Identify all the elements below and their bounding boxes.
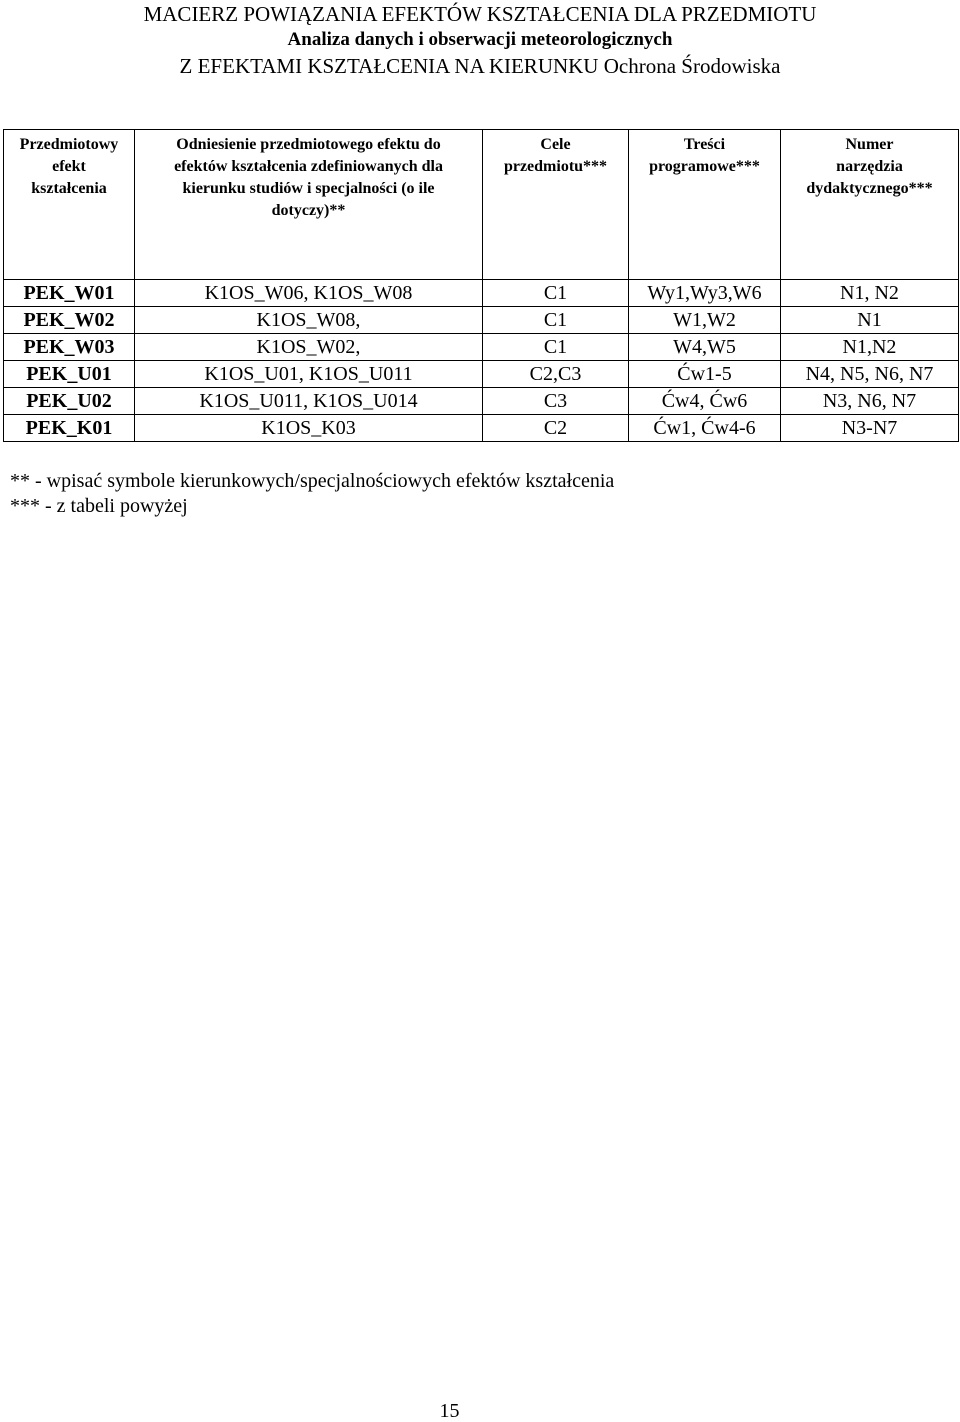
- goals-cell: C1: [483, 307, 629, 334]
- header-cell: [4, 130, 135, 280]
- table-row: [4, 307, 959, 334]
- table-row: [4, 361, 959, 388]
- table-header-row: [4, 130, 959, 280]
- reference-cell: K1OS_W08,: [135, 307, 483, 334]
- header-line: narzędzia: [836, 158, 903, 175]
- header-line: Numer: [845, 136, 894, 153]
- goals-cell: C2: [483, 415, 629, 442]
- reference-cell: K1OS_W02,: [135, 334, 483, 361]
- footnotes: [10, 469, 614, 519]
- content-cell: Ćw4, Ćw6: [629, 388, 781, 415]
- course-name: Analiza danych i obserwacji meteorologicznych: [287, 29, 673, 50]
- tool-cell: N1: [781, 307, 959, 334]
- header-line: przedmiotu***: [503, 158, 608, 175]
- page-number: 15: [439, 1400, 460, 1422]
- table-row: [4, 334, 959, 361]
- header-line: efektów kształcenia zdefiniowanych dla: [174, 158, 443, 175]
- reference-cell: K1OS_U011, K1OS_U014: [135, 388, 483, 415]
- content-cell: W4,W5: [629, 334, 781, 361]
- header-line: Przedmiotowy: [19, 136, 119, 153]
- header-cell: [629, 130, 781, 280]
- header-line: Cele: [540, 136, 571, 153]
- goals-cell: C2,C3: [483, 361, 629, 388]
- effect-code-cell: PEK_W01: [4, 280, 135, 307]
- effect-code-cell: PEK_U01: [4, 361, 135, 388]
- goals-cell: C3: [483, 388, 629, 415]
- effect-code-cell: PEK_W03: [4, 334, 135, 361]
- header-line: efekt: [52, 158, 86, 175]
- header-cell: [781, 130, 959, 280]
- content-cell: W1,W2: [629, 307, 781, 334]
- goals-cell: C1: [483, 334, 629, 361]
- document-subtitle: Z EFEKTAMI KSZTAŁCENIA NA KIERUNKU Ochrona Środowiska: [179, 54, 781, 78]
- header-line: programowe***: [649, 158, 760, 175]
- header-line: kierunku studiów i specjalności (o ile: [182, 180, 435, 197]
- document-title: MACIERZ POWIĄZANIA EFEKTÓW KSZTAŁCENIA DLA PRZEDMIOTU: [143, 2, 817, 26]
- header-line: Treści: [683, 136, 726, 153]
- reference-cell: K1OS_W06, K1OS_W08: [135, 280, 483, 307]
- footnote: ** - wpisać symbole kierunkowych/specjalnościowych efektów kształcenia: [10, 470, 615, 492]
- table-row: [4, 280, 959, 307]
- effect-code-cell: PEK_K01: [4, 415, 135, 442]
- header-line: dotyczy)**: [271, 202, 346, 219]
- tool-cell: N1,N2: [781, 334, 959, 361]
- effect-code-cell: PEK_W02: [4, 307, 135, 334]
- reference-cell: K1OS_U01, K1OS_U011: [135, 361, 483, 388]
- tool-cell: N3, N6, N7: [781, 388, 959, 415]
- goals-cell: C1: [483, 280, 629, 307]
- reference-cell: K1OS_K03: [135, 415, 483, 442]
- table-row: [4, 415, 959, 442]
- tool-cell: N3-N7: [781, 415, 959, 442]
- header-cell: [483, 130, 629, 280]
- footnote: *** - z tabeli powyżej: [10, 495, 188, 517]
- tool-cell: N4, N5, N6, N7: [781, 361, 959, 388]
- effects-matrix-table: [3, 129, 959, 442]
- table-row: [4, 388, 959, 415]
- effect-code-cell: PEK_U02: [4, 388, 135, 415]
- header-line: Odniesienie przedmiotowego efektu do: [176, 136, 441, 153]
- header-cell: [135, 130, 483, 280]
- content-cell: Ćw1-5: [629, 361, 781, 388]
- header-line: dydaktycznego***: [806, 180, 933, 197]
- content-cell: Ćw1, Ćw4-6: [629, 415, 781, 442]
- tool-cell: N1, N2: [781, 280, 959, 307]
- header-line: kształcenia: [31, 180, 107, 197]
- content-cell: Wy1,Wy3,W6: [629, 280, 781, 307]
